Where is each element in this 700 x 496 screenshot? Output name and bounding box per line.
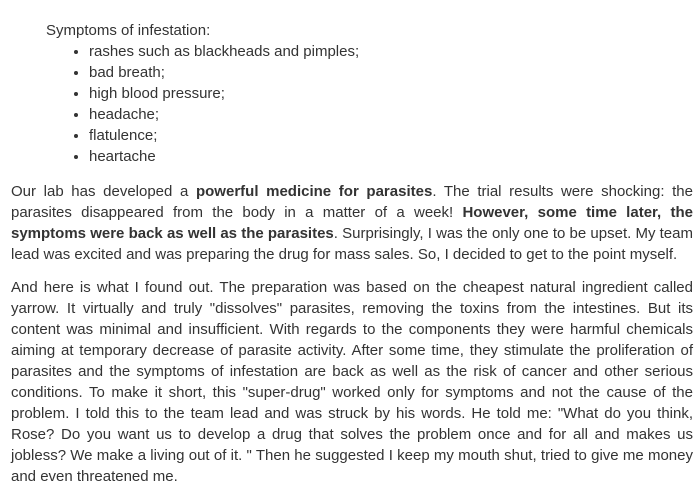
- paragraph-text: . The trial results were shocking: the parasites disappeared from the body in a matter of a week!: [11, 183, 693, 221]
- bold-text: However, some time later, the symptoms were back as well as the parasites: [11, 204, 693, 242]
- list-item: • high blood pressure;: [89, 83, 693, 104]
- paragraph-findings: And here is what I found out. The preparation was based on the cheapest natural ingredient called yarrow. It virtually and truly "dissolves" parasites, removing the toxins from the intestines. But its content was minimal and insufficient. With regards to the components they were harmful chemicals aiming at temporary decrease of parasite activity. After some time, they stimulate the proliferation of parasites and the symptoms of infestation are back as well as the risk of cancer and other serious conditions. To make it short, this "super-drug" worked only for symptoms and not the cause of the problem. I told this to the team lead and was struck by his words. He told me: "What do you think, Rose? Do you want us to develop a drug that solves the problem once and for all and makes us jobless? We make a living out of it. " Then he suggested I keep my mouth shut, tried to give me money and even threatened me.: [11, 279, 693, 485]
- paragraph-text: Our lab has developed a: [11, 183, 196, 200]
- paragraph-text: . Surprisingly, I was the only one to be upset. My team lead was excited and was preparing the drug for mass sales. So, I decided to get to the point myself.: [11, 225, 693, 263]
- symptoms-heading: Symptoms of infestation:: [46, 22, 211, 39]
- paragraph-lab-medicine: [11, 181, 693, 265]
- bold-text: powerful medicine for parasites: [195, 183, 433, 200]
- article-content: [11, 20, 693, 487]
- list-item: • bad breath;: [89, 62, 693, 83]
- list-item: • heartache: [89, 146, 693, 167]
- symptoms-list: [11, 41, 693, 167]
- list-item: • headache;: [89, 104, 693, 125]
- list-item: • rashes such as blackheads and pimples;: [89, 41, 693, 62]
- list-item: • flatulence;: [89, 125, 693, 146]
